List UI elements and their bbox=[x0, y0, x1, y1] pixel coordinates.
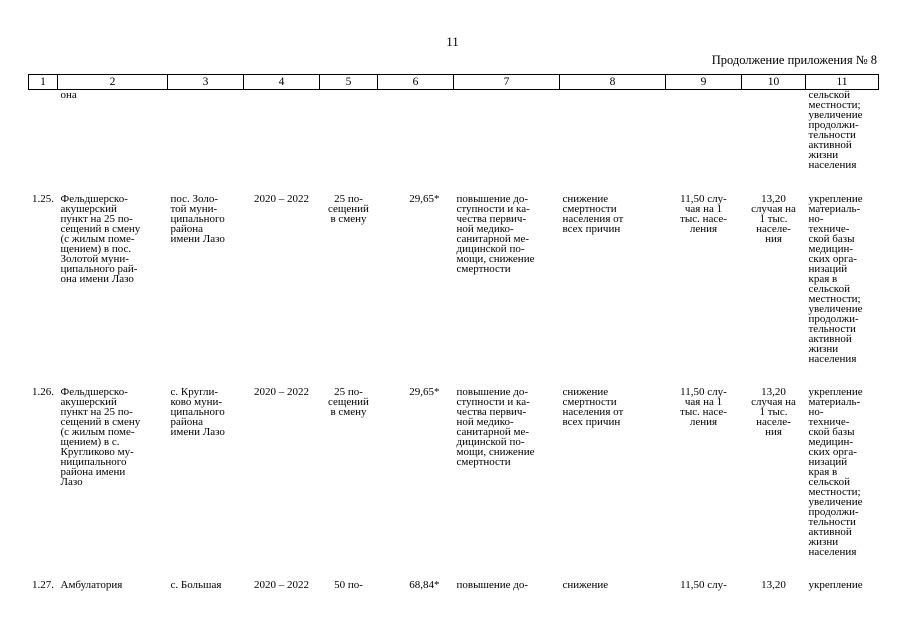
header-col-5: 5 bbox=[320, 75, 378, 90]
row-number: 1.25. bbox=[32, 192, 54, 205]
implementation-period: 2020 – 2022 bbox=[254, 578, 309, 591]
object-location: с. Кругли- ково муни- ципального района имени Лазо bbox=[170, 385, 225, 438]
object-goal: повышение до- ступности и ка- чества первич- ной медико- санитарной ме- дицинской по- мощи, снижение смертности bbox=[456, 385, 535, 468]
object-location: с. Большая bbox=[170, 578, 222, 591]
header-col-4: 4 bbox=[244, 75, 320, 90]
header-col-6: 6 bbox=[378, 75, 454, 90]
header-col-9: 9 bbox=[666, 75, 742, 90]
object-goal: повышение до- bbox=[456, 578, 528, 591]
object-cost: 29,65* bbox=[409, 192, 440, 205]
header-col-10: 10 bbox=[742, 75, 806, 90]
object-location: пос. Золо- той муни- ципального района имени Лазо bbox=[170, 192, 225, 245]
object-capacity: 25 по- сещений в смену bbox=[328, 192, 369, 225]
header-col-7: 7 bbox=[454, 75, 560, 90]
implementation-period: 2020 – 2022 bbox=[254, 192, 309, 205]
header-col-2: 2 bbox=[58, 75, 168, 90]
header-col-8: 8 bbox=[560, 75, 666, 90]
object-capacity: 50 по- bbox=[334, 578, 363, 591]
object-goal: повышение до- ступности и ка- чества первич- ной медико- санитарной ме- дицинской по- мощи, снижение смертности bbox=[456, 192, 535, 275]
indicator-base: 11,50 слу- чая на 1 тыс. насе- ления bbox=[680, 385, 727, 428]
header-row bbox=[29, 75, 879, 90]
indicator-target: 13,20 bbox=[761, 578, 786, 591]
indicator-base: 11,50 слу- bbox=[680, 578, 727, 591]
table-row bbox=[29, 194, 879, 387]
expected-result: укрепление материаль- но- техниче- ской базы медицин- ских орга- низаций края в сельской местности; увеличение продолжи- тельности активной жизни населения bbox=[808, 385, 863, 558]
implementation-period: 2020 – 2022 bbox=[254, 385, 309, 398]
object-capacity: 25 по- сещений в смену bbox=[328, 385, 369, 418]
object-effect: снижение смертности населения от всех причин bbox=[562, 385, 624, 428]
object-name: Фельдшерско- акушерский пункт на 25 по- сещений в смену (с жилым поме- щением) в пос. Золотой муни- ципального рай- она имени Лазо bbox=[60, 192, 141, 285]
expected-result: укрепление материаль- но- техниче- ской базы медицин- ских орга- низаций края в сельской местности; увеличение продолжи- тельности активной жизни населения bbox=[808, 192, 863, 365]
object-name: Амбулатория bbox=[60, 578, 123, 591]
header-col-1: 1 bbox=[29, 75, 58, 90]
header-col-11: 11 bbox=[806, 75, 879, 90]
object-name: Фельдшерско- акушерский пункт на 25 по- сещений в смену (с жилым поме- щением) в с. Кругликово му- ниципального района имени Лазо bbox=[60, 385, 141, 488]
appendix-table bbox=[28, 74, 879, 590]
row-number: 1.26. bbox=[32, 385, 54, 398]
continuation-name: она bbox=[60, 89, 77, 101]
object-cost: 29,65* bbox=[409, 385, 440, 398]
continuation-result: сельской местности; увеличение продолжи- тельности активной жизни населения bbox=[808, 89, 863, 171]
table-row bbox=[29, 580, 879, 590]
object-effect: снижение bbox=[562, 578, 609, 591]
indicator-base: 11,50 слу- чая на 1 тыс. насе- ления bbox=[680, 192, 727, 235]
table-row bbox=[29, 387, 879, 580]
expected-result: укрепление bbox=[808, 578, 863, 591]
indicator-target: 13,20 случая на 1 тыс. населе- ния bbox=[751, 192, 796, 245]
appendix-title: Продолжение приложения № 8 bbox=[711, 53, 877, 67]
object-cost: 68,84* bbox=[409, 578, 440, 591]
continuation-row bbox=[29, 90, 879, 194]
row-number: 1.27. bbox=[32, 578, 54, 591]
indicator-target: 13,20 случая на 1 тыс. населе- ния bbox=[751, 385, 796, 438]
object-effect: снижение смертности населения от всех причин bbox=[562, 192, 624, 235]
header-col-3: 3 bbox=[168, 75, 244, 90]
page-number: 11 bbox=[446, 34, 459, 49]
